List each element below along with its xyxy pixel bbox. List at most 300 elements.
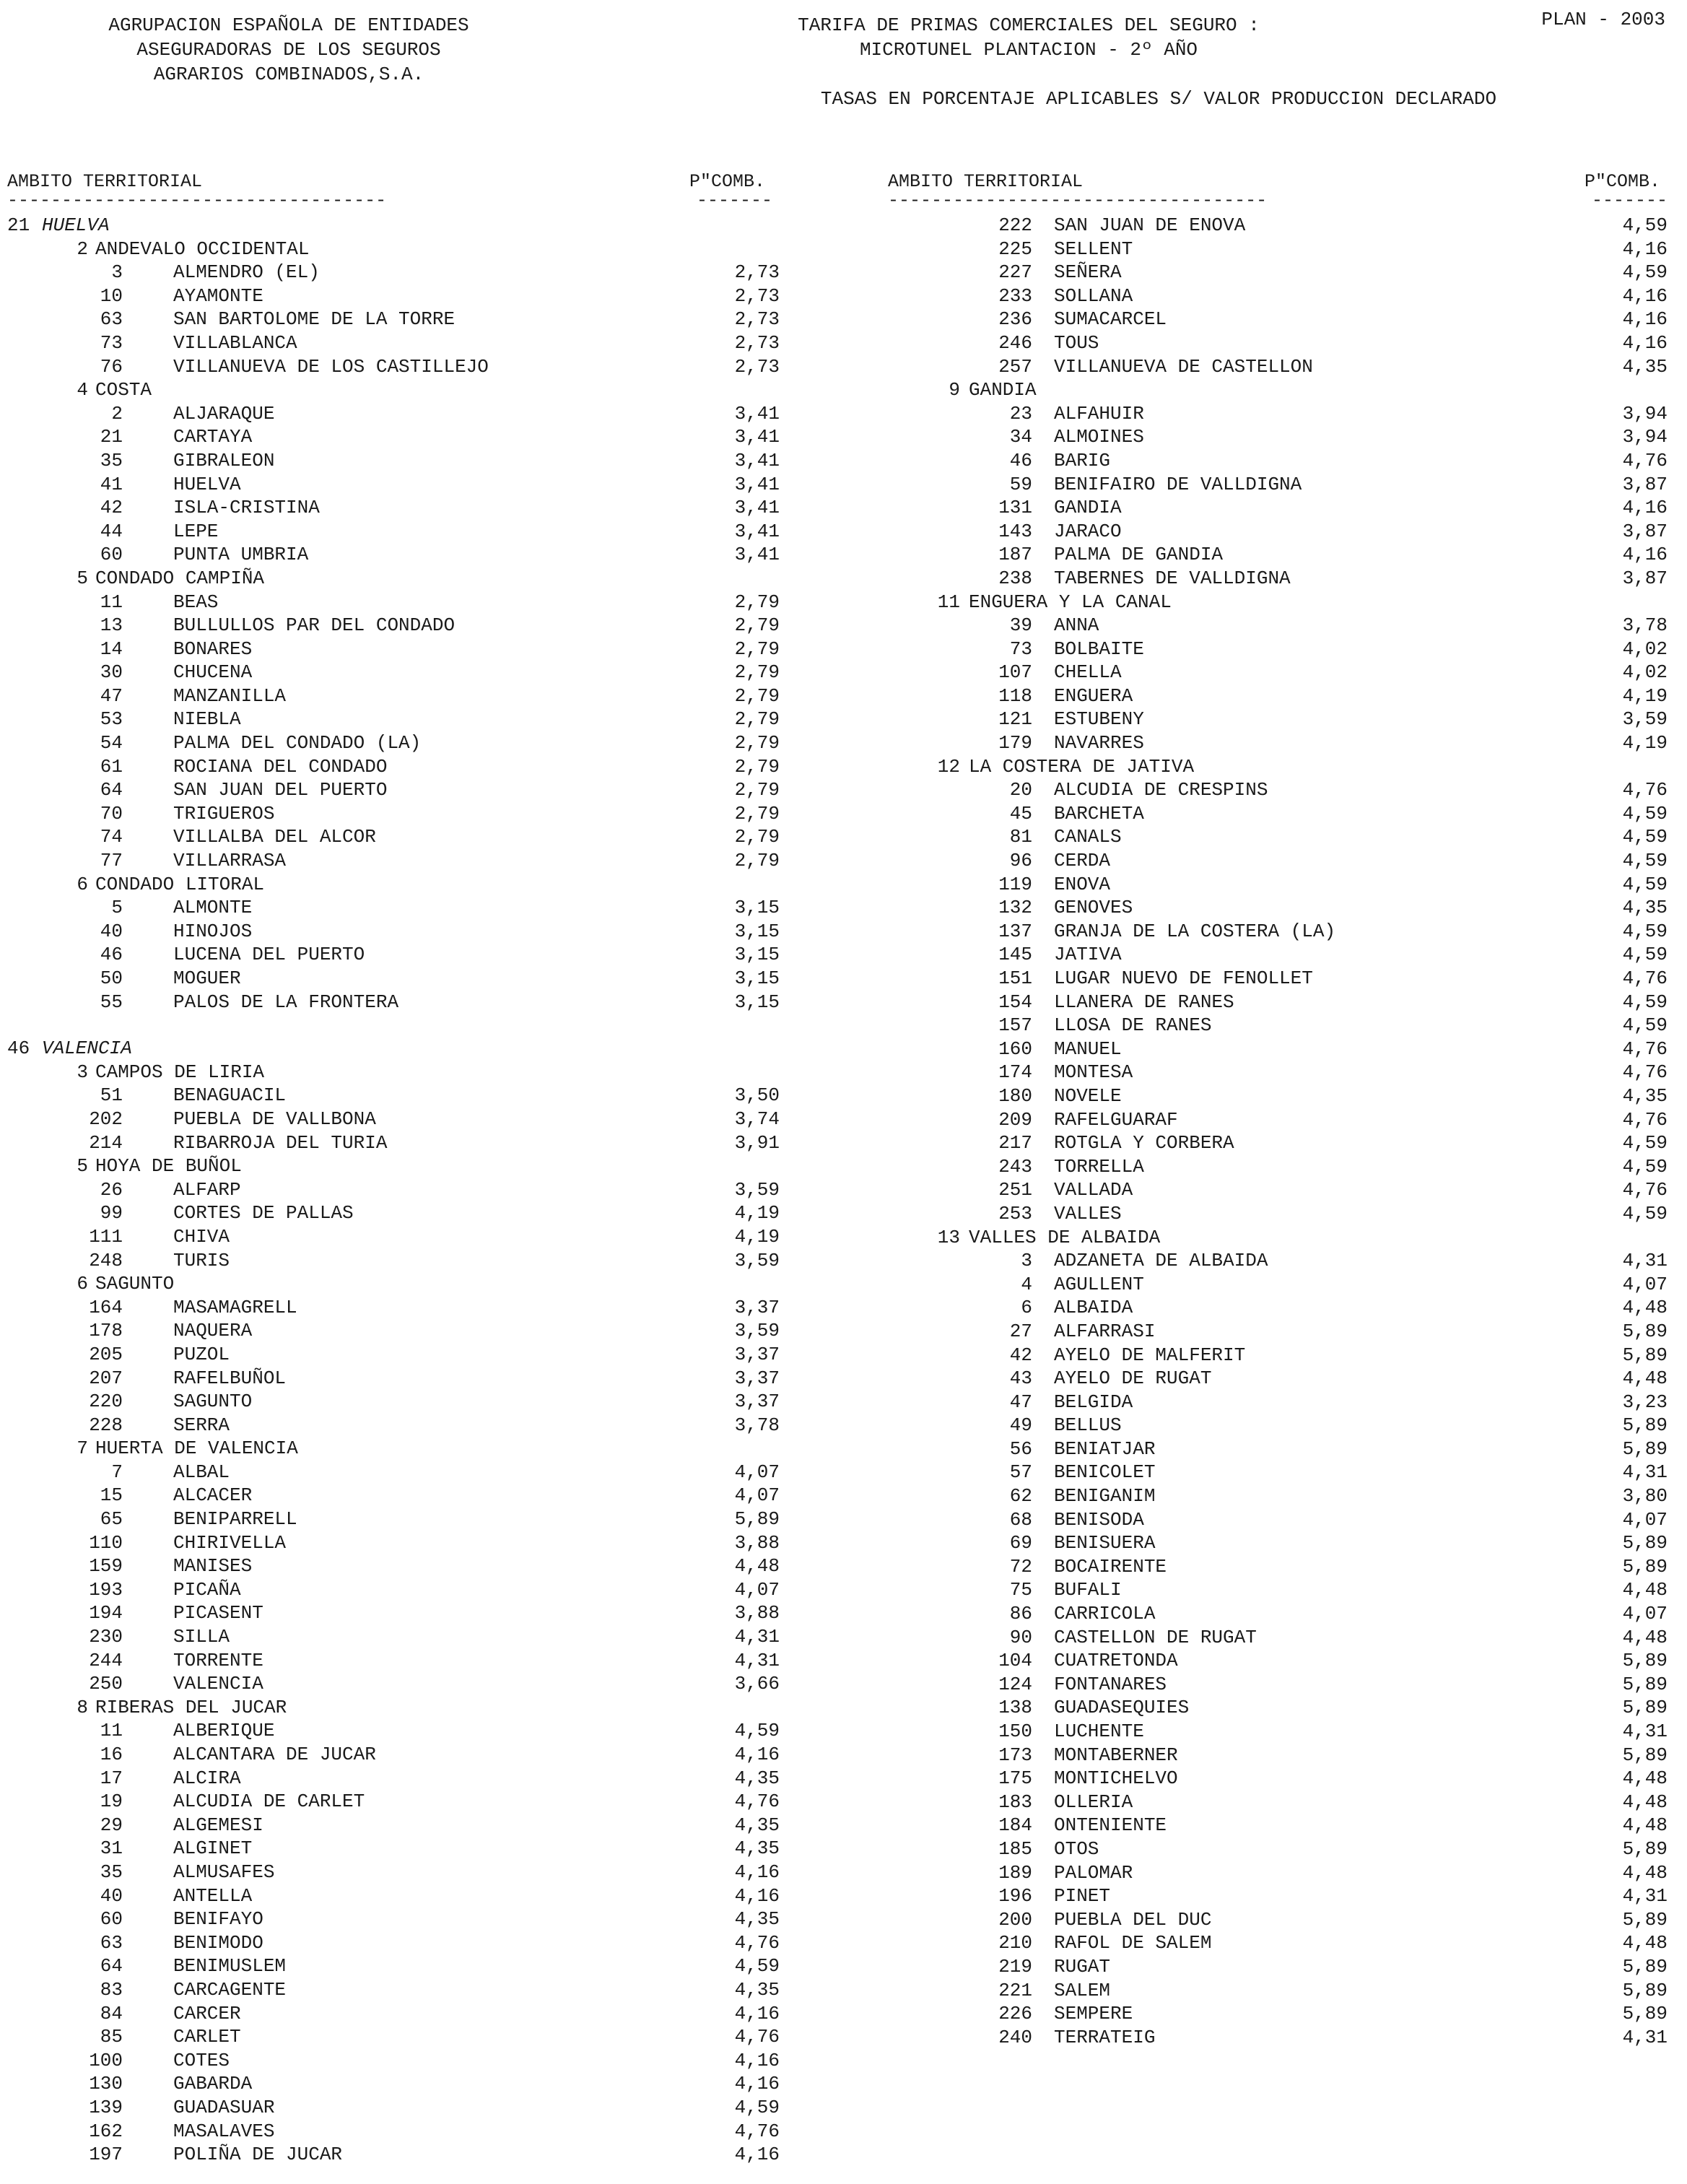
- premium-rate: 5,89: [1622, 1555, 1668, 1578]
- table-row: [7, 2072, 801, 2096]
- municipio-name: SERRA: [173, 1414, 230, 1436]
- premium-rate: 5,89: [1622, 1414, 1668, 1437]
- table-row: [888, 2026, 1682, 2050]
- municipio-code: 61: [100, 755, 123, 778]
- comarca-row: [7, 567, 801, 591]
- table-row: [888, 1744, 1682, 1767]
- premium-rate: 4,76: [734, 2120, 780, 2142]
- municipio-code: 85: [100, 2026, 123, 2048]
- premium-rate: 4,31: [1622, 1885, 1668, 1907]
- municipio-name: BENIPARRELL: [173, 1508, 297, 1531]
- municipio-code: 83: [100, 1978, 123, 2001]
- municipio-code: 13: [100, 614, 123, 637]
- municipio-name: SILLA: [173, 1626, 230, 1648]
- table-row: [888, 1649, 1682, 1673]
- premium-rate: 4,59: [1622, 1132, 1668, 1154]
- municipio-code: 173: [998, 1744, 1032, 1766]
- premium-rate: 4,48: [1622, 1791, 1668, 1813]
- table-row: [888, 1178, 1682, 1202]
- premium-rate: 5,89: [1622, 1532, 1668, 1554]
- municipio-code: 50: [100, 967, 123, 989]
- table-row: [7, 1414, 801, 1437]
- municipio-name: OTOS: [1054, 1837, 1099, 1860]
- municipio-code: 174: [998, 1061, 1032, 1084]
- table-row: [888, 1767, 1682, 1791]
- municipio-code: 104: [998, 1650, 1032, 1672]
- table-row: [888, 1696, 1682, 1720]
- premium-rate: 2,79: [734, 661, 780, 684]
- table-row: [7, 1249, 801, 1273]
- province-code: 46: [7, 1037, 30, 1060]
- municipio-name: BELGIDA: [1054, 1391, 1133, 1413]
- municipio-name: GUADASUAR: [173, 2096, 275, 2118]
- municipio-name: PALOMAR: [1054, 1861, 1133, 1884]
- premium-rate: 3,78: [734, 1414, 780, 1436]
- table-row: [888, 1131, 1682, 1155]
- municipio-code: 196: [998, 1885, 1032, 1907]
- municipio-name: BONARES: [173, 638, 253, 660]
- municipio-name: ROCIANA DEL CONDADO: [173, 755, 388, 778]
- municipio-code: 145: [998, 944, 1032, 966]
- municipio-name: NAQUERA: [173, 1320, 253, 1342]
- comarca-row: [888, 591, 1682, 614]
- municipio-name: TORRELLA: [1054, 1155, 1144, 1178]
- table-row: [7, 2049, 801, 2073]
- municipio-name: ALJARAQUE: [173, 402, 275, 425]
- municipio-code: 250: [89, 1673, 123, 1695]
- org-name: [87, 13, 491, 87]
- table-row: [888, 520, 1682, 544]
- comarca-code: 11: [937, 591, 960, 613]
- table-row: [7, 473, 801, 497]
- municipio-code: 30: [100, 661, 123, 684]
- table-row: [888, 1979, 1682, 2003]
- table-row: [7, 1461, 801, 1484]
- premium-rate: 2,79: [734, 802, 780, 825]
- premium-rate: 4,59: [1622, 991, 1668, 1013]
- premium-rate: 3,87: [1622, 520, 1668, 542]
- table-row: [7, 1225, 801, 1249]
- municipio-name: BOLBAITE: [1054, 638, 1144, 660]
- premium-rate: 3,41: [734, 544, 780, 566]
- municipio-code: 157: [998, 1014, 1032, 1037]
- premium-rate: 2,79: [734, 732, 780, 754]
- premium-rate: 2,73: [734, 331, 780, 354]
- table-row: [888, 825, 1682, 849]
- table-row: [888, 1414, 1682, 1437]
- municipio-name: ENGUERA: [1054, 684, 1133, 707]
- municipio-code: 26: [100, 1178, 123, 1201]
- premium-rate: 3,94: [1622, 426, 1668, 448]
- table-row: [888, 496, 1682, 520]
- comarca-code: 8: [77, 1696, 88, 1718]
- municipio-name: TORRENTE: [173, 1649, 263, 1671]
- municipio-code: 111: [89, 1225, 123, 1248]
- premium-rate: 4,16: [734, 1884, 780, 1907]
- municipio-code: 253: [998, 1202, 1032, 1224]
- municipio-name: NAVARRES: [1054, 732, 1144, 754]
- municipio-name: BENICOLET: [1054, 1461, 1156, 1484]
- municipio-code: 226: [998, 2003, 1032, 2025]
- municipio-name: CHIVA: [173, 1225, 230, 1248]
- municipio-name: SUMACARCEL: [1054, 308, 1167, 331]
- premium-rate: 4,02: [1622, 638, 1668, 660]
- comarca-code: 6: [77, 873, 88, 895]
- premium-rate: 4,76: [734, 2026, 780, 2048]
- table-row: [888, 661, 1682, 684]
- premium-rate: 4,48: [1622, 1579, 1668, 1601]
- comarca-name: CONDADO CAMPIÑA: [95, 567, 265, 589]
- municipio-code: 6: [1021, 1297, 1032, 1319]
- municipio-name: RAFELBUÑOL: [173, 1367, 287, 1389]
- table-row: [7, 1601, 801, 1625]
- comarca-row: [7, 1696, 801, 1720]
- premium-rate: 3,87: [1622, 567, 1668, 589]
- right-column: [888, 170, 1682, 2049]
- premium-rate: 2,79: [734, 850, 780, 872]
- municipio-name: ALGINET: [173, 1837, 253, 1860]
- municipio-name: PALOS DE LA FRONTERA: [173, 991, 399, 1013]
- municipio-name: RIBARROJA DEL TURIA: [173, 1131, 388, 1154]
- premium-rate: 5,89: [1622, 1320, 1668, 1342]
- comarca-row: [7, 1061, 801, 1084]
- municipio-code: 4: [1021, 1273, 1032, 1295]
- municipio-name: RUGAT: [1054, 1955, 1111, 1978]
- municipio-name: PALMA DEL CONDADO (LA): [173, 732, 422, 754]
- table-row: [888, 1344, 1682, 1367]
- comarca-name: VALLES DE ALBAIDA: [969, 1226, 1161, 1248]
- municipio-name: AYELO DE RUGAT: [1054, 1367, 1212, 1390]
- municipio-code: 175: [998, 1767, 1032, 1790]
- municipio-name: CARCER: [173, 2002, 241, 2024]
- comarca-row: [888, 755, 1682, 779]
- municipio-name: VALLES: [1054, 1202, 1122, 1224]
- municipio-name: JATIVA: [1054, 944, 1122, 966]
- org-name-line-2: ASEGURADORAS DE LOS SEGUROS: [136, 39, 441, 61]
- premium-rate: 4,59: [1622, 214, 1668, 236]
- municipio-code: 210: [998, 1932, 1032, 1954]
- premium-rate: 4,48: [1622, 1861, 1668, 1884]
- premium-rate: 4,35: [1622, 355, 1668, 378]
- premium-rate: 3,94: [1622, 402, 1668, 425]
- premium-rate: 3,41: [734, 426, 780, 448]
- municipio-code: 222: [998, 214, 1032, 236]
- municipio-code: 248: [89, 1249, 123, 1271]
- table-row: [888, 1626, 1682, 1650]
- premium-rate: 4,76: [1622, 1061, 1668, 1084]
- municipio-name: FONTANARES: [1054, 1673, 1167, 1695]
- municipio-code: 151: [998, 967, 1032, 989]
- municipio-name: SEÑERA: [1054, 261, 1122, 284]
- premium-rate: 3,15: [734, 991, 780, 1013]
- municipio-name: SEMPERE: [1054, 2003, 1133, 2025]
- municipio-name: BEAS: [173, 591, 219, 613]
- municipio-code: 45: [1009, 802, 1032, 825]
- table-row: [888, 567, 1682, 591]
- premium-rate: 3,15: [734, 897, 780, 919]
- table-row: [7, 1131, 801, 1155]
- municipio-code: 74: [100, 826, 123, 848]
- comarca-code: 13: [937, 1226, 960, 1248]
- premium-rate: 4,16: [1622, 497, 1668, 519]
- municipio-code: 209: [998, 1108, 1032, 1131]
- premium-rate: 5,89: [1622, 1697, 1668, 1719]
- municipio-code: 194: [89, 1602, 123, 1624]
- table-row: [888, 1084, 1682, 1108]
- municipio-name: CARTAYA: [173, 426, 253, 448]
- municipio-name: MASAMAGRELL: [173, 1296, 297, 1318]
- municipio-code: 11: [100, 591, 123, 613]
- table-row: [888, 1555, 1682, 1579]
- municipio-name: MOGUER: [173, 967, 241, 989]
- table-row: [888, 1791, 1682, 1814]
- table-row: [7, 1484, 801, 1508]
- municipio-name: PALMA DE GANDIA: [1054, 544, 1224, 566]
- municipio-name: SAN JUAN DE ENOVA: [1054, 214, 1246, 236]
- municipio-code: 73: [1009, 638, 1032, 660]
- table-row: [888, 1273, 1682, 1297]
- premium-rate: 3,37: [734, 1296, 780, 1318]
- premium-rate: 2,79: [734, 591, 780, 613]
- municipio-code: 2: [111, 402, 123, 425]
- table-row: [888, 1061, 1682, 1084]
- municipio-code: 180: [998, 1084, 1032, 1107]
- municipio-code: 64: [100, 779, 123, 801]
- municipio-code: 72: [1009, 1555, 1032, 1578]
- premium-rate: 5,89: [1622, 1744, 1668, 1766]
- municipio-code: 41: [100, 473, 123, 495]
- premium-rate: 3,15: [734, 967, 780, 989]
- table-row: [7, 1861, 801, 1884]
- municipio-name: ALCIRA: [173, 1767, 241, 1789]
- table-row: [7, 896, 801, 920]
- table-row: [888, 1249, 1682, 1273]
- municipio-name: LUGAR NUEVO DE FENOLLET: [1054, 967, 1313, 989]
- title-line-2: MICROTUNEL PLANTACION - 2º AÑO: [859, 39, 1198, 61]
- comarca-row: [7, 238, 801, 261]
- table-row: [888, 778, 1682, 802]
- table-row: [7, 614, 801, 638]
- municipio-code: 236: [998, 308, 1032, 331]
- premium-rate: 4,16: [734, 1861, 780, 1883]
- table-row: [888, 2002, 1682, 2026]
- municipio-code: 57: [1009, 1461, 1032, 1484]
- table-row: [7, 755, 801, 779]
- municipio-name: HINOJOS: [173, 920, 253, 942]
- premium-rate: 4,16: [734, 2002, 780, 2024]
- table-row: [888, 873, 1682, 897]
- premium-rate: 4,16: [1622, 284, 1668, 307]
- municipio-name: CARRICOLA: [1054, 1603, 1156, 1625]
- premium-rate: 4,59: [1622, 920, 1668, 942]
- left-rows: [7, 214, 801, 2167]
- municipio-name: BENIMODO: [173, 1931, 263, 1954]
- municipio-code: 23: [1009, 402, 1032, 425]
- municipio-code: 86: [1009, 1603, 1032, 1625]
- premium-rate: 4,02: [1622, 661, 1668, 684]
- municipio-code: 184: [998, 1814, 1032, 1837]
- table-row: [888, 1602, 1682, 1626]
- premium-rate: 4,31: [734, 1649, 780, 1671]
- municipio-code: 118: [998, 684, 1032, 707]
- municipio-name: BENIFAYO: [173, 1908, 263, 1931]
- premium-rate: 4,31: [1622, 2026, 1668, 2048]
- municipio-code: 110: [89, 1531, 123, 1554]
- premium-rate: 3,88: [734, 1602, 780, 1624]
- municipio-code: 200: [998, 1908, 1032, 1931]
- table-row: [7, 355, 801, 379]
- municipio-code: 243: [998, 1155, 1032, 1178]
- premium-rate: 4,31: [1622, 1720, 1668, 1742]
- premium-rate: 2,79: [734, 638, 780, 660]
- table-row: [7, 967, 801, 991]
- municipio-name: CASTELLON DE RUGAT: [1054, 1626, 1257, 1648]
- table-row: [7, 1508, 801, 1531]
- premium-rate: 2,73: [734, 308, 780, 331]
- municipio-name: PUEBLA DE VALLBONA: [173, 1108, 376, 1130]
- rate-rule: -------: [697, 193, 773, 211]
- municipio-name: ISLA-CRISTINA: [173, 497, 320, 519]
- municipio-code: 3: [111, 261, 123, 284]
- municipio-name: GABARDA: [173, 2073, 253, 2095]
- municipio-name: SELLENT: [1054, 238, 1133, 260]
- premium-rate: 4,76: [1622, 1037, 1668, 1060]
- premium-rate: 2,79: [734, 755, 780, 778]
- municipio-code: 54: [100, 732, 123, 754]
- premium-rate: 4,19: [734, 1202, 780, 1224]
- premium-rate: 4,16: [1622, 308, 1668, 331]
- municipio-name: CORTES DE PALLAS: [173, 1202, 354, 1224]
- municipio-code: 56: [1009, 1437, 1032, 1460]
- table-row: [888, 1908, 1682, 1932]
- municipio-code: 100: [89, 2049, 123, 2071]
- municipio-code: 35: [100, 1861, 123, 1883]
- table-row: [7, 496, 801, 520]
- municipio-name: LLOSA DE RANES: [1054, 1014, 1212, 1037]
- municipio-name: CARCAGENTE: [173, 1978, 287, 2001]
- municipio-name: CERDA: [1054, 850, 1111, 872]
- municipio-name: ALMOINES: [1054, 426, 1144, 448]
- premium-rate: 5,89: [1622, 1908, 1668, 1931]
- table-row: [7, 1201, 801, 1225]
- comarca-row: [7, 1272, 801, 1296]
- comarca-row: [888, 1226, 1682, 1250]
- premium-rate: 4,59: [734, 1720, 780, 1742]
- municipio-name: ALMENDRO (EL): [173, 261, 320, 284]
- municipio-name: GUADASEQUIES: [1054, 1697, 1190, 1719]
- municipio-name: MANUEL: [1054, 1037, 1122, 1060]
- table-row: [888, 1202, 1682, 1226]
- municipio-name: BENIATJAR: [1054, 1437, 1156, 1460]
- municipio-code: 179: [998, 732, 1032, 754]
- municipio-code: 27: [1009, 1320, 1032, 1342]
- plan-label: PLAN - 2003: [1541, 9, 1665, 30]
- table-row: [888, 238, 1682, 261]
- premium-rate: 4,31: [1622, 1461, 1668, 1484]
- premium-rate: 5,89: [1622, 1955, 1668, 1978]
- table-row: [888, 1391, 1682, 1414]
- table-row: [888, 473, 1682, 497]
- premium-rate: 4,35: [734, 1908, 780, 1931]
- municipio-code: 16: [100, 1744, 123, 1765]
- table-row: [888, 1884, 1682, 1908]
- municipio-name: ALCACER: [173, 1484, 253, 1507]
- municipio-code: 189: [998, 1861, 1032, 1884]
- comarca-name: HOYA DE BUÑOL: [95, 1155, 242, 1178]
- ambito-header: AMBITO TERRITORIAL: [7, 171, 203, 192]
- table-row: [888, 967, 1682, 991]
- municipio-name: ALCUDIA DE CARLET: [173, 1791, 365, 1813]
- municipio-name: OLLERIA: [1054, 1791, 1133, 1813]
- comarca-name: ENGUERA Y LA CANAL: [969, 591, 1172, 613]
- table-row: [7, 802, 801, 826]
- municipio-code: 90: [1009, 1626, 1032, 1648]
- table-row: [888, 1814, 1682, 1837]
- table-row: [7, 825, 801, 849]
- comarca-code: 3: [77, 1061, 88, 1083]
- municipio-code: 5: [111, 897, 123, 919]
- table-row: [7, 1296, 801, 1320]
- table-row: [7, 991, 801, 1014]
- comarca-name: GANDIA: [969, 379, 1037, 401]
- rate-rule: -------: [1592, 193, 1668, 211]
- comarca-name: COSTA: [95, 379, 152, 401]
- table-row: [888, 1484, 1682, 1508]
- comarca-name: CONDADO LITORAL: [95, 873, 265, 895]
- municipio-code: 99: [100, 1202, 123, 1224]
- municipio-code: 31: [100, 1837, 123, 1860]
- table-row: [7, 449, 801, 473]
- municipio-code: 69: [1009, 1532, 1032, 1554]
- comarca-name: RIBERAS DEL JUCAR: [95, 1696, 287, 1718]
- rate-header: P"COMB.: [689, 171, 766, 192]
- premium-rate: 4,35: [1622, 1084, 1668, 1107]
- municipio-name: BELLUS: [1054, 1414, 1122, 1437]
- premium-rate: 5,89: [734, 1508, 780, 1531]
- municipio-code: 35: [100, 449, 123, 471]
- municipio-code: 257: [998, 355, 1032, 378]
- table-row: [888, 1155, 1682, 1179]
- column-header: [7, 170, 801, 193]
- premium-rate: 4,48: [1622, 1626, 1668, 1648]
- municipio-code: 230: [89, 1626, 123, 1648]
- org-name-line-3: AGRARIOS COMBINADOS,S.A.: [153, 64, 424, 85]
- table-row: [7, 1343, 801, 1367]
- municipio-name: GANDIA: [1054, 497, 1122, 519]
- premium-rate: 4,35: [734, 1767, 780, 1789]
- premium-rate: 4,48: [734, 1555, 780, 1578]
- column-header: [888, 170, 1682, 193]
- municipio-name: NOVELE: [1054, 1084, 1122, 1107]
- municipio-name: MANZANILLA: [173, 684, 287, 707]
- municipio-code: 207: [89, 1367, 123, 1389]
- premium-rate: 4,76: [1622, 449, 1668, 471]
- municipio-name: ALMONTE: [173, 897, 253, 919]
- municipio-code: 159: [89, 1555, 123, 1578]
- municipio-name: RAFELGUARAF: [1054, 1108, 1178, 1131]
- table-row: [888, 214, 1682, 238]
- municipio-name: ALFAHUIR: [1054, 402, 1144, 425]
- premium-rate: 4,07: [734, 1578, 780, 1601]
- comarca-code: 5: [77, 1155, 88, 1178]
- table-row: [7, 1719, 801, 1743]
- table-row: [7, 520, 801, 544]
- table-row: [7, 2120, 801, 2144]
- municipio-code: 75: [1009, 1579, 1032, 1601]
- municipio-name: LUCENA DEL PUERTO: [173, 944, 365, 966]
- comarca-name: CAMPOS DE LIRIA: [95, 1061, 265, 1083]
- premium-rate: 4,59: [734, 1955, 780, 1978]
